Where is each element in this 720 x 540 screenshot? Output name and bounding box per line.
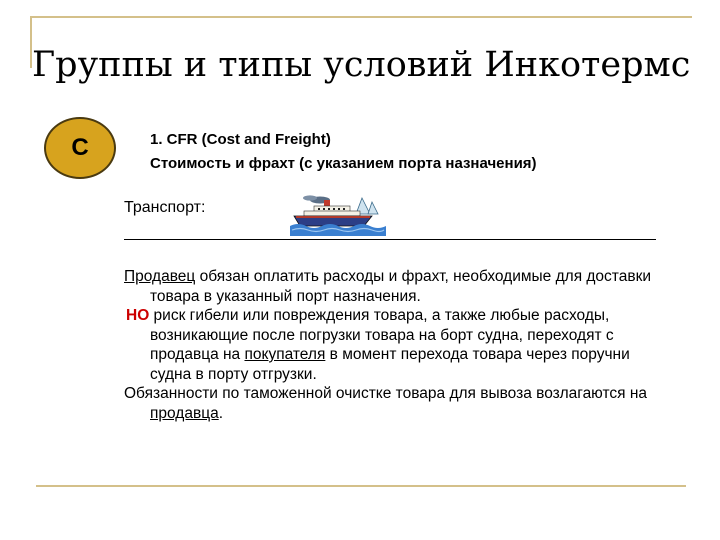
cfr-heading: [150, 128, 537, 176]
separator-line: [124, 239, 656, 240]
ship-icon: [290, 194, 386, 236]
but-keyword: НО: [126, 307, 150, 324]
paragraph-seller-obligation: [124, 267, 664, 306]
paragraph3-text: Обязанности по таможенной очистке товара для вывоза возлагаются на: [124, 385, 648, 402]
buyer-term: покупателя: [244, 346, 326, 363]
cfr-description-line: Стоимость и фрахт (с указанием порта назначения): [150, 155, 537, 172]
transport-label: Транспорт:: [124, 199, 206, 216]
paragraph3-end: .: [218, 404, 224, 422]
paragraph-risk-transfer: [124, 306, 664, 384]
paragraph1-text: обязан оплатить расходы и фрахт, необходимые для доставки товара в указанный порт назначения.: [150, 268, 652, 305]
cfr-body: [124, 267, 664, 423]
frame-bottom-line: [36, 485, 686, 487]
paragraph2-text-end: в момент перехода товара через поручни судна в порту отгрузки.: [150, 346, 630, 383]
category-badge: C: [44, 117, 116, 179]
slide-title: Группы и типы условий Инкотермс: [32, 45, 691, 86]
seller-term-2: продавца: [150, 404, 219, 422]
cfr-term-line: 1. CFR (Cost and Freight): [150, 131, 331, 148]
seller-term: Продавец: [124, 268, 196, 285]
frame-top-line: [30, 16, 692, 18]
paragraph-customs: [124, 384, 664, 423]
paragraph2-text-start: риск гибели или повреждения товара, а также любые расходы, возникающие после погрузки товара на борт судна, переходят с продавца на: [149, 307, 614, 363]
